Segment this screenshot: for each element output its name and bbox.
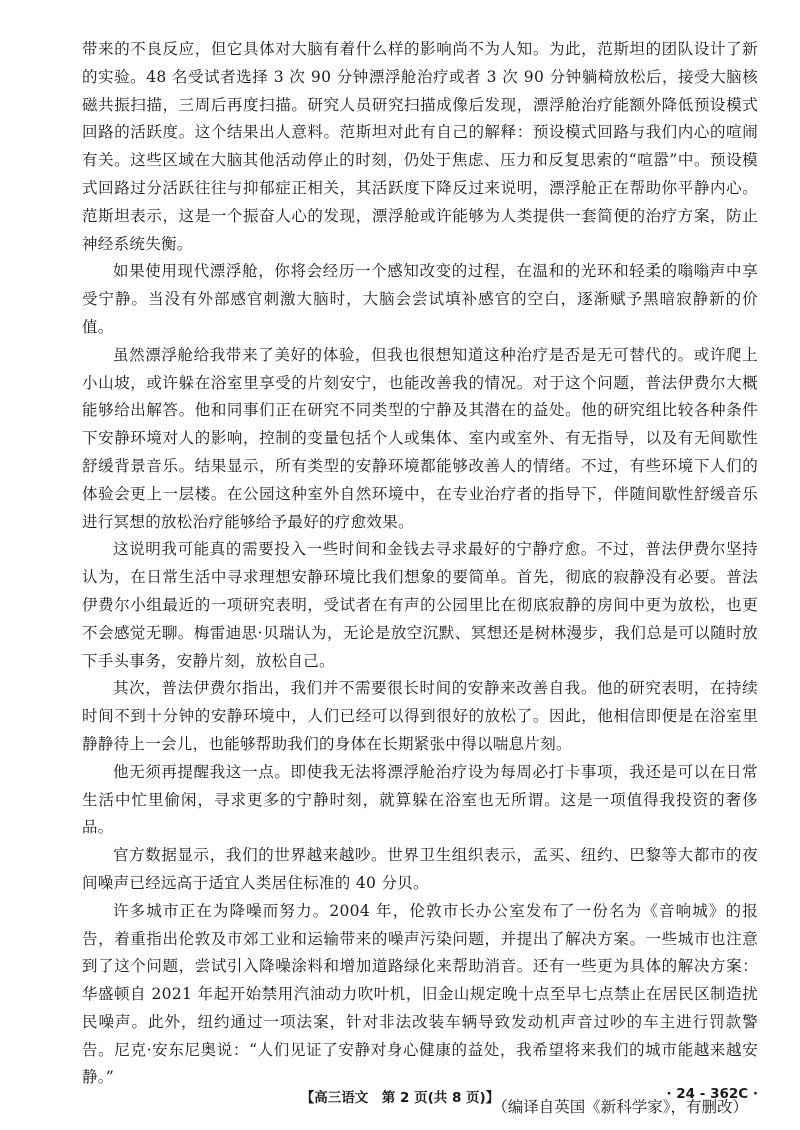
footer-exam-code: · 24 - 362C · bbox=[666, 1086, 758, 1102]
paragraph-5: 其次，普法伊费尔指出，我们并不需要很长时间的安静来改善自我。他的研究表明，在持续时间不到十分钟的安静环境中，人们已经可以得到很好的放松了。因此，他相信即便是在浴室里静静待上一会儿，也能够帮助我们的身体在长期紧张中得以喘息片刻。 bbox=[82, 679, 758, 753]
paragraph-7: 官方数据显示，我们的世界越来越吵。世界卫生组织表示，孟买、纽约、巴黎等大都市的夜间噪声已经远高于适宜人类居住标准的 40 分贝。 bbox=[82, 846, 758, 892]
paragraph-6: 他无须再提醒我这一点。即使我无法将漂浮舱治疗设为每周必打卡事项，我还是可以在日常生活中忙里偷闲，寻求更多的宁静时刻，就算躲在浴室也无所谓。这是一项值得我投资的奢侈品。 bbox=[82, 762, 758, 837]
paragraph-8: 许多城市正在为降噪而努力。2004 年，伦敦市长办公室发布了一份名为《音响城》的报告，着重指出伦敦及市郊工业和运输带来的噪声污染问题，并提出了解决方案。一些城市也注意到了这个问题，尝试引入降噪涂料和增加道路绿化来帮助消音。还有一些更为具体的解决方案：华盛顿自 2021 年起开始禁用汽油动力吹叶机，旧金山规定晚十点至早七点禁止在居民区制造扰民噪声。此外，纽约通过一项法案，针对非法改装车辆导致发动机声音过吵的车主进行罚款警告。尼克·安东尼奥说：“人们见证了安静对身心健康的益处，我希望将来我们的城市能越来越安静。” bbox=[82, 901, 758, 1087]
article-body bbox=[82, 36, 758, 1092]
paragraph-2: 如果使用现代漂浮舱，你将会经历一个感知改变的过程，在温和的光环和轻柔的嗡嗡声中享受宁静。当没有外部感官刺激大脑时，大脑会尝试填补感官的空白，逐渐赋予黑暗寂静新的价值。 bbox=[82, 262, 758, 336]
source-note: （编译自英国《新科学家》，有删改） bbox=[492, 1098, 748, 1117]
paragraph-1: 带来的不良反应，但它具体对大脑有着什么样的影响尚不为人知。为此，范斯坦的团队设计了新的实验。48 名受试者选择 3 次 90 分钟漂浮舱治疗或者 3 次 90 分钟躺椅放松后，接受大脑核磁共振扫描，三周后再度扫描。研究人员研究扫描成像后发现，漂浮舱治疗能额外降低预设模式回路的活跃度。这个结果出人意料。范斯坦对此有自己的解释：预设模式回路与我们内心的喧闹有关。这些区域在大脑其他活动停止的时刻，仍处于焦虑、压力和反复思索的“喧嚣”中。预设模式回路过分活跃往往与抑郁症正相关，其活跃度下降反过来说明，漂浮舱正在帮助你平静内心。范斯坦表示，这是一个振奋人心的发现，漂浮舱或许能够为人类提供一套简便的治疗方案，防止神经系统失衡。 bbox=[82, 40, 758, 253]
page-footer bbox=[0, 1086, 800, 1110]
paragraph-4: 这说明我可能真的需要投入一些时间和金钱去寻求最好的宁静疗愈。不过，普法伊费尔坚持认为，在日常生活中寻求理想安静环境比我们想象的要简单。首先，彻底的寂静没有必要。普法伊费尔小组最近的一项研究表明，受试者在有声的公园里比在彻底寂静的房间中更为放松，也更不会感觉无聊。梅雷迪思·贝瑞认为，无论是放空沉默、冥想还是树林漫步，我们总是可以随时放下手头事务，安静片刻，放松自己。 bbox=[82, 540, 758, 670]
footer-page-info: 【高三语文 第 2 页(共 8 页)】 bbox=[300, 1090, 500, 1106]
paragraph-3: 虽然漂浮舱给我带来了美好的体验，但我也很想知道这种治疗是否是无可替代的。或许爬上小山坡，或许躲在浴室里享受的片刻安宁，也能改善我的情况。对于这个问题，普法伊费尔大概能够给出解答。他和同事们正在研究不同类型的宁静及其潜在的益处。他的研究组比较各种条件下安静环境对人的影响，控制的变量包括个人或集体、室内或室外、有无指导，以及有无间歇性舒缓背景音乐。结果显示，所有类型的安静环境都能够改善人的情绪。不过，有些环境下人们的体验会更上一层楼。在公园这种室外自然环境中，在专业治疗者的指导下，伴随间歇性舒缓音乐进行冥想的放松治疗能够给予最好的疗愈效果。 bbox=[82, 345, 758, 531]
